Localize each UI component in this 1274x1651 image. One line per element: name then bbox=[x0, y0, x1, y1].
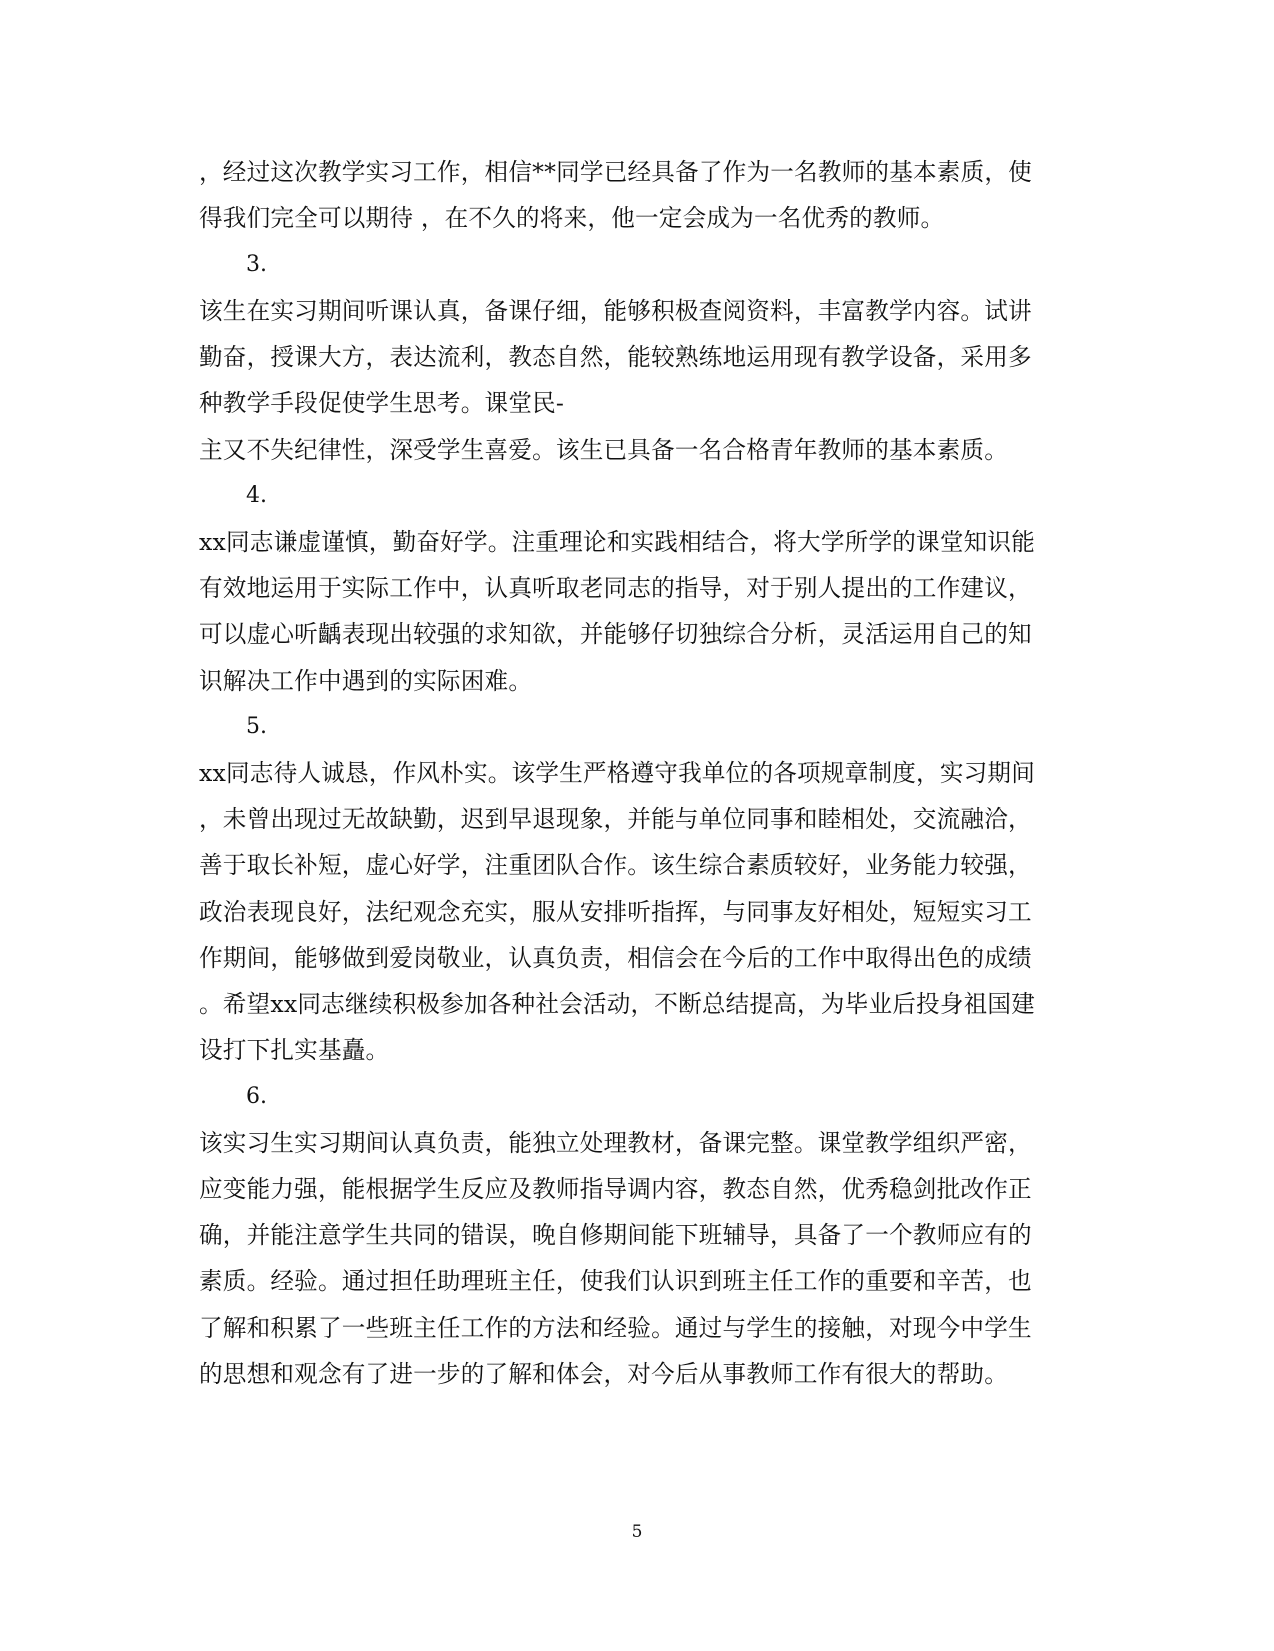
text-line: 勤奋，授课大方，表达流利，教态自然，能较熟练地运用现有教学设备，采用多 bbox=[199, 343, 1032, 371]
page-number: 5 bbox=[631, 1522, 643, 1542]
text-line: 识解决工作中遇到的实际困难。 bbox=[199, 667, 533, 695]
text-line: 了解和积累了一些班主任工作的方法和经验。通过与学生的接触，对现今中学生 bbox=[199, 1314, 1032, 1342]
text-line: 该生在实习期间听课认真，备课仔细，能够积极查阅资料，丰富教学内容。试讲 bbox=[199, 297, 1032, 325]
text-line: 设打下扎实基矗。 bbox=[199, 1036, 390, 1064]
text-line: 种教学手段促使学生思考。课堂民- bbox=[199, 389, 565, 417]
text-line: 素质。经验。通过担任助理班主任，使我们认识到班主任工作的重要和辛苦，也 bbox=[199, 1267, 1032, 1295]
text-line: 。希望xx同志继续积极参加各种社会活动，不断总结提高，为毕业后投身祖国建 bbox=[199, 990, 1035, 1018]
text-line: 可以虚心听齲表现出较强的求知欲，并能够仔切独综合分析，灵活运用自己的知 bbox=[199, 620, 1032, 648]
text-line: xx同志谦虚谨慎，勤奋好学。注重理论和实践相结合，将大学所学的课堂知识能 bbox=[199, 528, 1035, 556]
text-line: 政治表现良好，法纪观念充实，服从安排听指挥，与同事友好相处，短短实习工 bbox=[199, 898, 1032, 926]
text-line: ，经过这次教学实习工作，相信**同学已经具备了作为一名教师的基本素质，使 bbox=[199, 158, 1032, 186]
text-line: 主又不失纪律性，深受学生喜爱。该生已具备一名合格青年教师的基本素质。 bbox=[199, 436, 1008, 464]
text-line: ，未曾出现过无故缺勤，迟到早退现象，并能与单位同事和睦相处，交流融洽， bbox=[199, 805, 1032, 833]
text-line: 确，并能注意学生共同的错误，晚自修期间能下班辅导，具备了一个教师应有的 bbox=[199, 1221, 1032, 1249]
text-line: 有效地运用于实际工作中，认真听取老同志的指导，对于别人提出的工作建议， bbox=[199, 574, 1032, 602]
text-line: xx同志待人诚恳，作风朴实。该学生严格遵守我单位的各项规章制度，实习期间 bbox=[199, 759, 1035, 787]
item-number: 6. bbox=[246, 1084, 267, 1109]
text-line: 该实习生实习期间认真负责，能独立处理教材，备课完整。课堂教学组织严密， bbox=[199, 1129, 1032, 1157]
text-line: 的思想和观念有了进一步的了解和体会，对今后从事教师工作有很大的帮助。 bbox=[199, 1360, 1008, 1388]
item-number: 5. bbox=[246, 714, 267, 739]
text-line: 作期间，能够做到爱岗敬业，认真负责，相信会在今后的工作中取得出色的成绩 bbox=[199, 944, 1032, 972]
text-line: 善于取长补短，虚心好学，注重团队合作。该生综合素质较好，业务能力较强， bbox=[199, 851, 1032, 879]
text-line: 应变能力强，能根据学生反应及教师指导调内容，教态自然，优秀稳剑批改作正 bbox=[199, 1175, 1032, 1203]
item-number: 3. bbox=[246, 252, 267, 277]
item-number: 4. bbox=[246, 483, 267, 508]
text-line: 得我们完全可以期待 ，在不久的将来，他一定会成为一名优秀的教师。 bbox=[199, 204, 945, 232]
